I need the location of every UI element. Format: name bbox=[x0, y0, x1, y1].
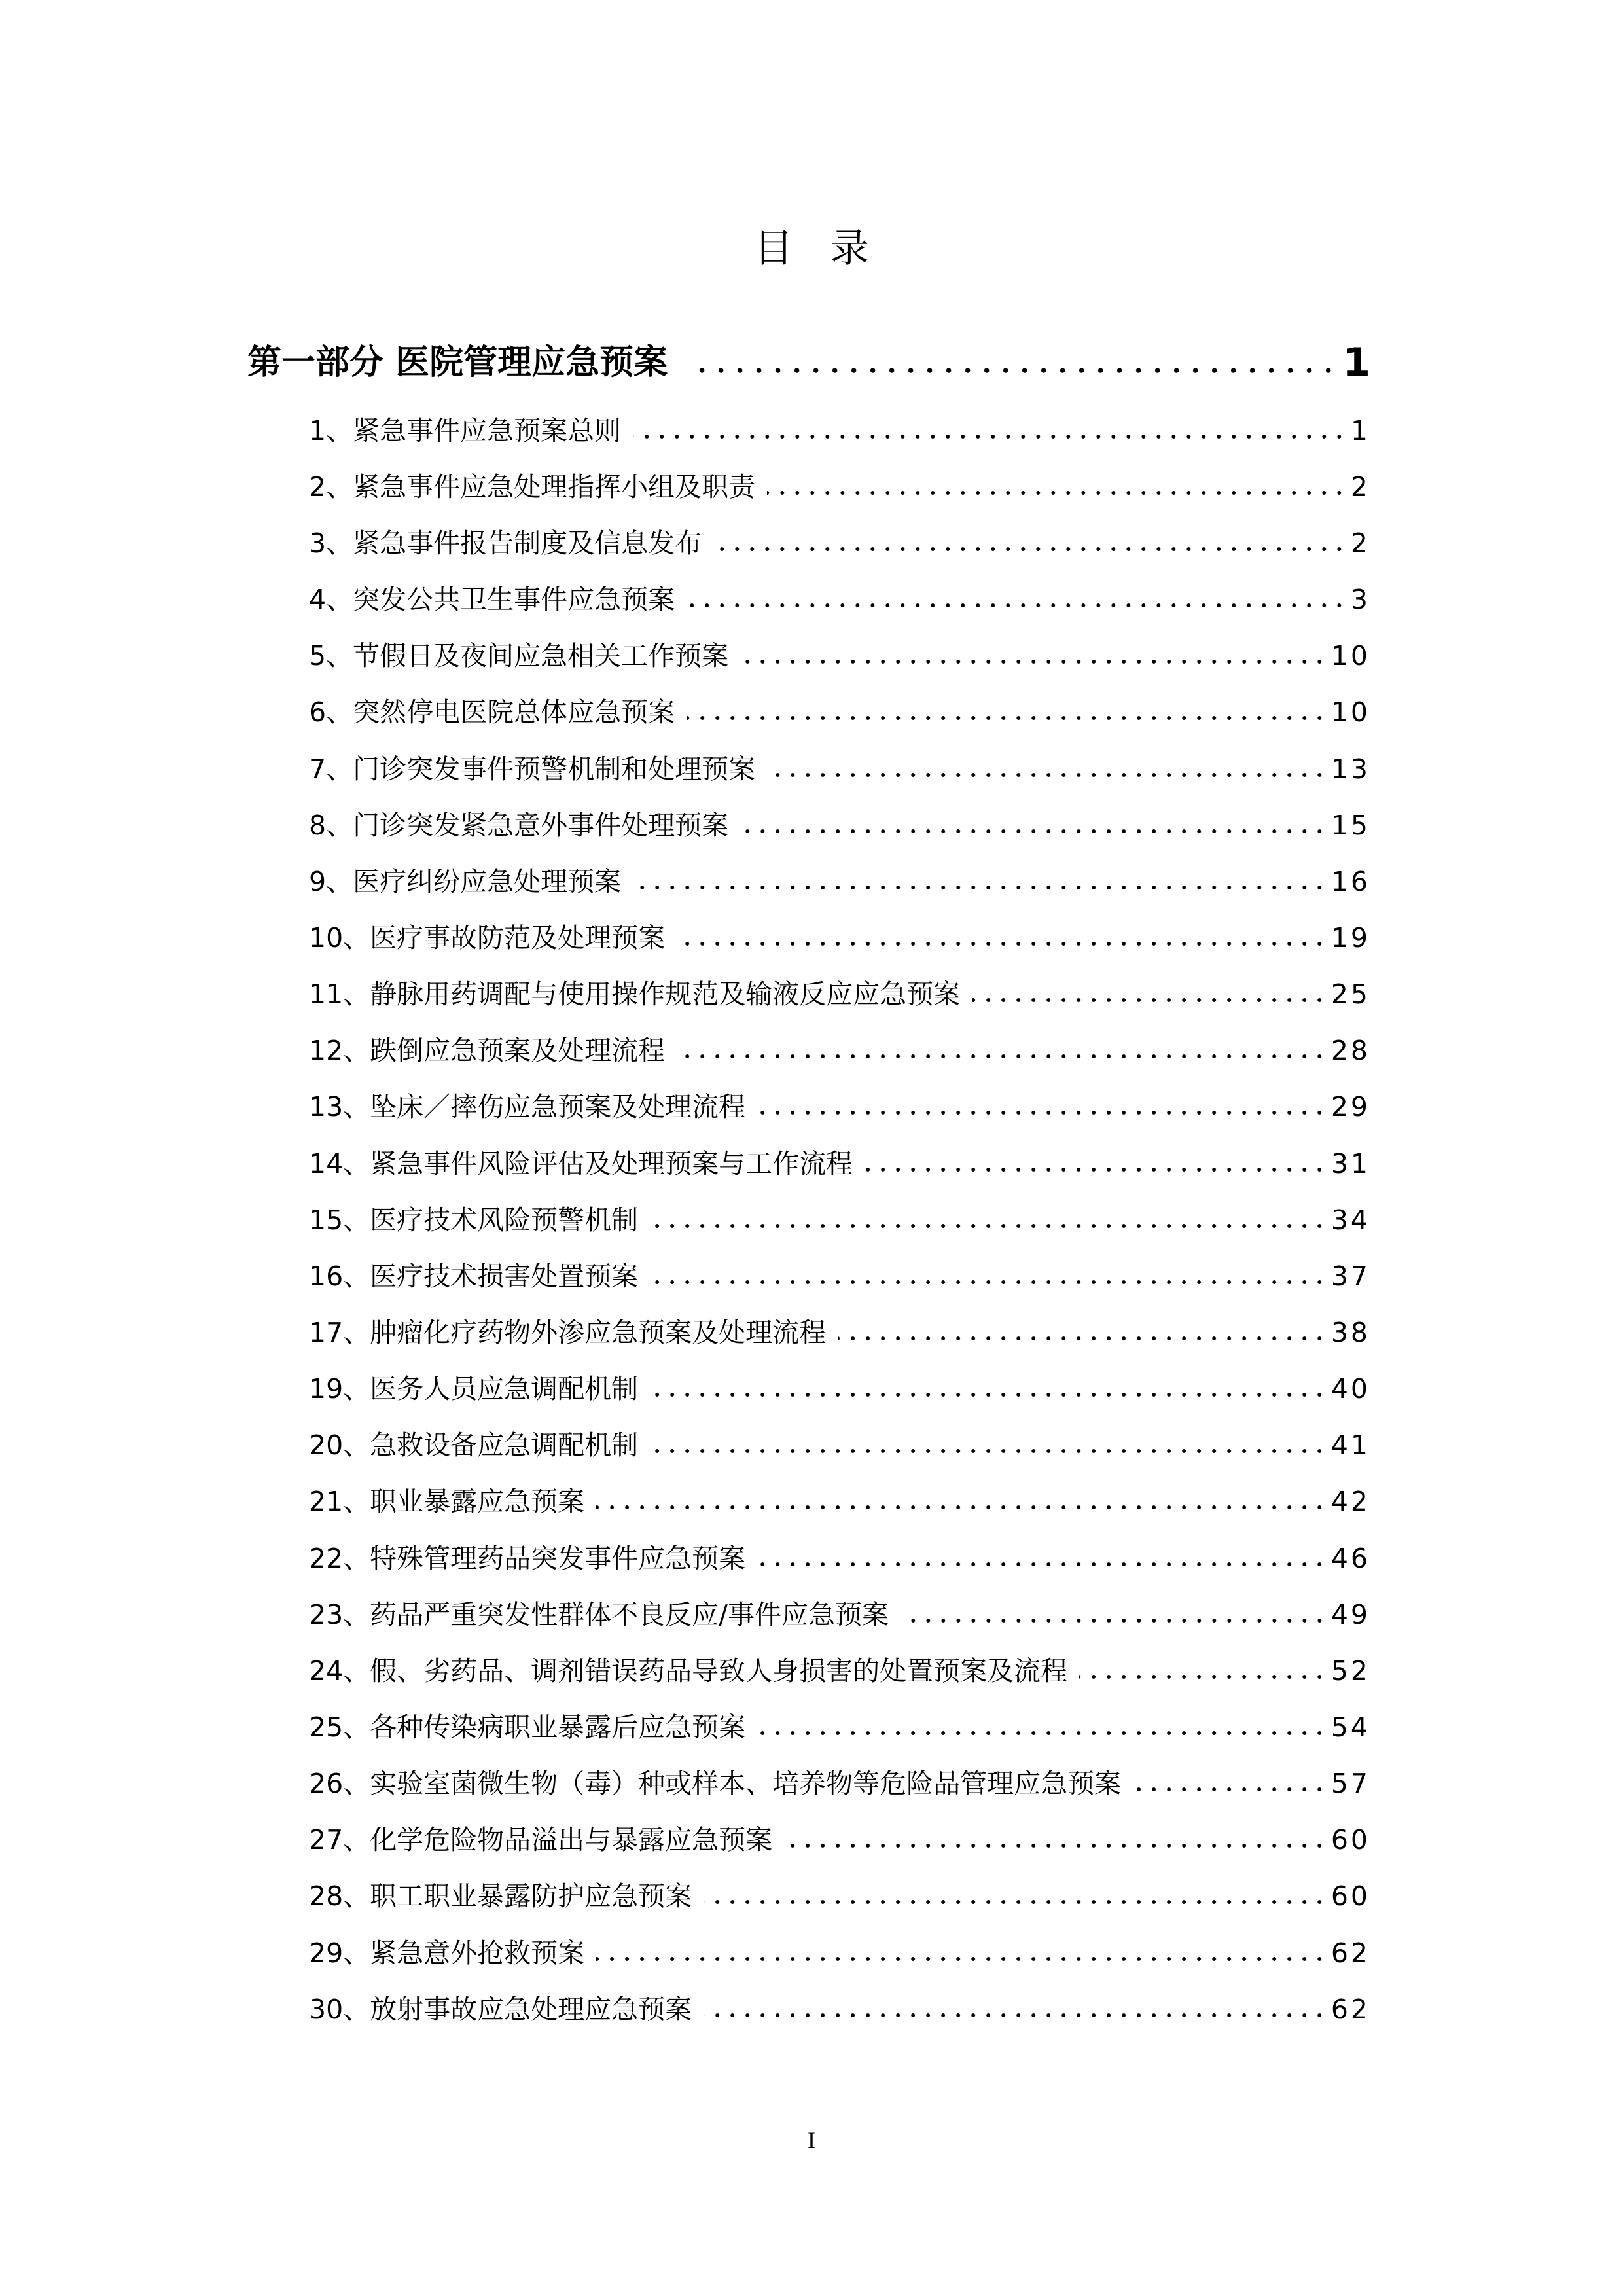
toc-entry[interactable] bbox=[309, 1935, 1370, 1971]
toc-entry[interactable] bbox=[309, 920, 1370, 956]
toc-entry-label: 16、医疗技术损害处置预案 bbox=[309, 1261, 639, 1292]
dot-leader bbox=[757, 1560, 1327, 1569]
toc-entry[interactable] bbox=[309, 1709, 1370, 1746]
dot-leader bbox=[650, 1446, 1327, 1456]
dot-leader bbox=[784, 1841, 1327, 1850]
toc-entry-label: 15、医疗技术风险预警机制 bbox=[309, 1204, 639, 1236]
toc-entry[interactable] bbox=[309, 863, 1370, 900]
toc-entry-label: 29、紧急意外抢救预案 bbox=[309, 1937, 585, 1969]
dot-leader bbox=[767, 770, 1327, 780]
toc-entry-page: 37 bbox=[1330, 1261, 1370, 1292]
toc-entry-page: 19 bbox=[1330, 922, 1370, 954]
toc-entry-page: 41 bbox=[1330, 1429, 1370, 1461]
toc-entry-page: 60 bbox=[1330, 1880, 1370, 1912]
toc-entry[interactable] bbox=[309, 1258, 1370, 1295]
toc-entry-label: 24、假、劣药品、调剂错误药品导致人身损害的处置预案及流程 bbox=[309, 1655, 1068, 1687]
toc-entry-page: 13 bbox=[1330, 753, 1370, 785]
toc-entry-label: 7、门诊突发事件预警机制和处理预案 bbox=[309, 753, 756, 785]
toc-entry[interactable] bbox=[309, 412, 1370, 449]
toc-entry[interactable] bbox=[309, 1540, 1370, 1577]
toc-entry-page: 1 bbox=[1350, 415, 1370, 446]
toc-entry-page: 52 bbox=[1330, 1655, 1370, 1687]
dot-leader bbox=[686, 365, 1338, 376]
toc-entry-page: 3 bbox=[1350, 584, 1370, 615]
dot-leader bbox=[650, 1278, 1327, 1287]
toc-entry-label: 26、实验室菌微生物（毒）种或样本、培养物等危险品管理应急预案 bbox=[309, 1768, 1122, 1799]
toc-entry[interactable] bbox=[309, 1765, 1370, 1802]
toc-entry[interactable] bbox=[309, 1991, 1370, 2028]
toc-entry-label: 22、特殊管理药品突发事件应急预案 bbox=[309, 1543, 746, 1574]
toc-entry-page: 16 bbox=[1330, 866, 1370, 897]
toc-entry[interactable] bbox=[309, 637, 1370, 674]
toc-entry-page: 15 bbox=[1330, 810, 1370, 841]
dot-leader bbox=[687, 601, 1347, 610]
dot-leader bbox=[687, 713, 1327, 723]
toc-entry-label: 27、化学危险物品溢出与暴露应急预案 bbox=[309, 1824, 773, 1856]
toc-entry[interactable] bbox=[309, 1202, 1370, 1238]
toc-entry-label: 23、药品严重突发性群体不良反应/事件应急预案 bbox=[309, 1599, 889, 1630]
toc-entry-page: 29 bbox=[1330, 1091, 1370, 1122]
toc-entry-page: 2 bbox=[1350, 471, 1370, 503]
dot-leader bbox=[677, 1052, 1327, 1061]
toc-entry[interactable] bbox=[309, 1821, 1370, 1858]
toc-entry[interactable] bbox=[309, 1483, 1370, 1520]
toc-entry-label: 14、紧急事件风险评估及处理预案与工作流程 bbox=[309, 1148, 853, 1179]
toc-entry-page: 28 bbox=[1330, 1035, 1370, 1066]
toc-entry[interactable] bbox=[309, 1088, 1370, 1125]
toc-entry[interactable] bbox=[309, 469, 1370, 505]
toc-entry-page: 60 bbox=[1330, 1824, 1370, 1856]
toc-entry[interactable] bbox=[309, 694, 1370, 730]
dot-leader bbox=[596, 1954, 1327, 1964]
toc-entry-page: 62 bbox=[1330, 1994, 1370, 2025]
toc-entry-label: 1、紧急事件应急预案总则 bbox=[309, 415, 622, 446]
dot-leader bbox=[633, 432, 1347, 441]
toc-entry-label: 3、紧急事件报告制度及信息发布 bbox=[309, 528, 702, 559]
toc-entry[interactable] bbox=[309, 976, 1370, 1013]
toc-entry[interactable] bbox=[309, 581, 1370, 618]
dot-leader bbox=[596, 1503, 1327, 1512]
toc-entry-page: 38 bbox=[1330, 1317, 1370, 1348]
toc-part-heading[interactable] bbox=[247, 339, 1370, 386]
dot-leader bbox=[704, 2011, 1327, 2020]
toc-entry[interactable] bbox=[309, 1427, 1370, 1463]
dot-leader bbox=[972, 996, 1327, 1005]
toc-entry[interactable] bbox=[309, 1314, 1370, 1351]
toc-entry-label: 5、节假日及夜间应急相关工作预案 bbox=[309, 640, 729, 672]
dot-leader bbox=[713, 545, 1347, 554]
toc-entry-label: 8、门诊突发紧急意外事件处理预案 bbox=[309, 810, 729, 841]
toc-entry-label: 25、各种传染病职业暴露后应急预案 bbox=[309, 1712, 746, 1743]
part-heading-label: 第一部分 医院管理应急预案 bbox=[247, 343, 668, 382]
toc-entry-page: 54 bbox=[1330, 1712, 1370, 1743]
toc-entry-page: 46 bbox=[1330, 1543, 1370, 1574]
toc-entry-label: 28、职工职业暴露防护应急预案 bbox=[309, 1880, 692, 1912]
dot-leader bbox=[767, 488, 1347, 497]
dot-leader bbox=[650, 1221, 1327, 1230]
dot-leader bbox=[865, 1165, 1327, 1174]
toc-entry-label: 2、紧急事件应急处理指挥小组及职责 bbox=[309, 471, 756, 503]
toc-entry-label: 13、坠床／摔伤应急预案及处理流程 bbox=[309, 1091, 746, 1122]
toc-entry-page: 49 bbox=[1330, 1599, 1370, 1630]
toc-entry[interactable] bbox=[309, 1145, 1370, 1182]
toc-entry-page: 62 bbox=[1330, 1937, 1370, 1969]
toc-entry-label: 4、突发公共卫生事件应急预案 bbox=[309, 584, 675, 615]
dot-leader bbox=[757, 1729, 1327, 1738]
toc-entry[interactable] bbox=[309, 1371, 1370, 1407]
dot-leader bbox=[704, 1897, 1327, 1907]
toc-entry[interactable] bbox=[309, 1878, 1370, 1914]
toc-entry-label: 12、跌倒应急预案及处理流程 bbox=[309, 1035, 666, 1066]
dot-leader bbox=[740, 657, 1327, 666]
toc-entry[interactable] bbox=[309, 807, 1370, 844]
toc-entry-page: 57 bbox=[1330, 1768, 1370, 1799]
toc-entry-label: 17、肿瘤化疗药物外渗应急预案及处理流程 bbox=[309, 1317, 827, 1348]
toc-entry-page: 2 bbox=[1350, 528, 1370, 559]
toc-entry[interactable] bbox=[309, 525, 1370, 562]
part-heading-page: 1 bbox=[1343, 340, 1370, 386]
dot-leader bbox=[633, 883, 1327, 892]
toc-entry-page: 31 bbox=[1330, 1148, 1370, 1179]
toc-entry[interactable] bbox=[309, 751, 1370, 787]
dot-leader bbox=[901, 1616, 1327, 1625]
dot-leader bbox=[1079, 1672, 1327, 1681]
toc-entry-label: 30、放射事故应急处理应急预案 bbox=[309, 1994, 692, 2025]
dot-leader bbox=[677, 939, 1327, 948]
dot-leader bbox=[1133, 1785, 1327, 1794]
toc-entry-page: 25 bbox=[1330, 978, 1370, 1010]
page-number-footer: I bbox=[808, 2127, 815, 2153]
toc-entry-label: 11、静脉用药调配与使用操作规范及输液反应应急预案 bbox=[309, 978, 961, 1010]
toc-entry-label: 20、急救设备应急调配机制 bbox=[309, 1429, 639, 1461]
toc-entry-page: 10 bbox=[1330, 640, 1370, 672]
dot-leader bbox=[757, 1108, 1327, 1117]
toc-entry-page: 42 bbox=[1330, 1486, 1370, 1517]
toc-entry-page: 40 bbox=[1330, 1373, 1370, 1405]
toc-entry-label: 10、医疗事故防范及处理预案 bbox=[309, 922, 666, 954]
toc-entry[interactable] bbox=[309, 1596, 1370, 1633]
toc-entry-label: 19、医务人员应急调配机制 bbox=[309, 1373, 639, 1405]
toc-title: 目录 bbox=[754, 226, 906, 272]
toc-entry-label: 6、突然停电医院总体应急预案 bbox=[309, 696, 675, 728]
toc-entry-label: 21、职业暴露应急预案 bbox=[309, 1486, 585, 1517]
dot-leader bbox=[838, 1334, 1327, 1343]
toc-entry-label: 9、医疗纠纷应急处理预案 bbox=[309, 866, 622, 897]
toc-entry[interactable] bbox=[309, 1653, 1370, 1689]
dot-leader bbox=[650, 1390, 1327, 1399]
dot-leader bbox=[740, 827, 1327, 836]
toc-entry-page: 10 bbox=[1330, 696, 1370, 728]
toc-entry-page: 34 bbox=[1330, 1204, 1370, 1236]
toc-entry[interactable] bbox=[309, 1032, 1370, 1069]
